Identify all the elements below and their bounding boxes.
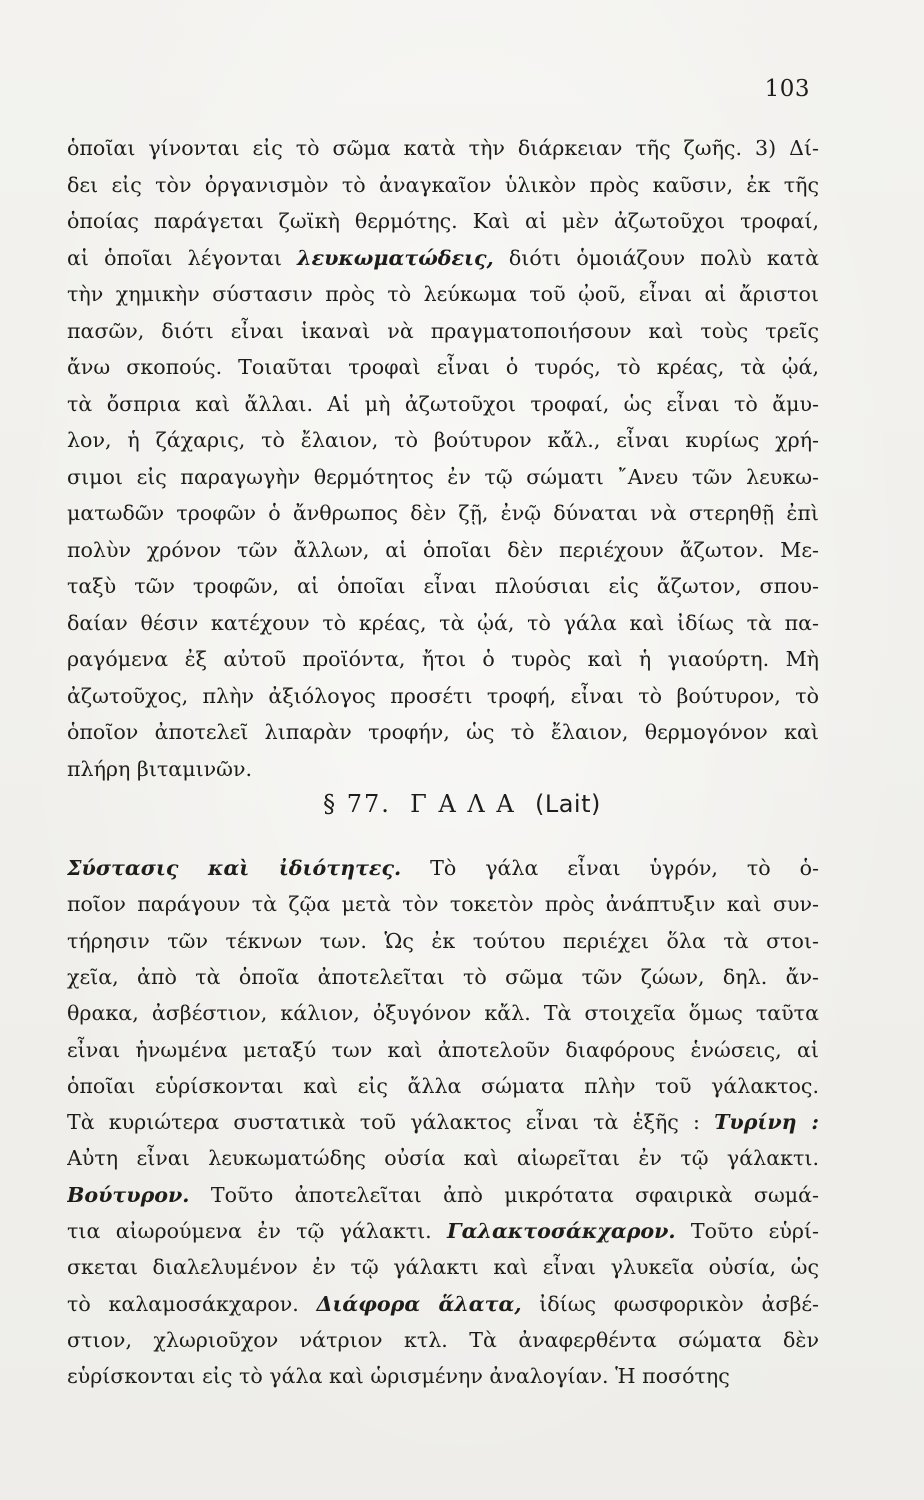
text-line: ματωδῶν τροφῶν ὁ ἄνθρωπος δὲν ζῇ, ἐνῷ δύναται νὰ στερηθῇ ἐπὶ: [67, 501, 819, 525]
emphasized-term: Τυρίνη :: [714, 1110, 819, 1135]
text-segment: Τοῦτο ἀποτελεῖται ἀπὸ μικρότατα σφαιρικὰ σωμά-: [189, 1182, 819, 1207]
text-line: σκεται διαλελυμένον ἐν τῷ γάλακτι καὶ εἶναι γλυκεῖα οὐσία, ὡς: [67, 1255, 819, 1280]
text-line: τὰ ὄσπρια καὶ ἄλλαι. Αἱ μὴ ἀζωτοῦχοι τροφαί, ὡς εἶναι τὸ ἄμυ-: [67, 391, 819, 416]
text-segment: διότι ὁμοιάζουν πολὺ κατὰ: [493, 245, 819, 270]
text-segment: Τὸ γάλα εἶναι ὑγρόν, τὸ ὁ-: [401, 856, 819, 880]
text-line: τήρησιν τῶν τέκνων των. Ὡς ἐκ τούτου περιέχει ὅλα τὰ στοι-: [67, 928, 819, 953]
text-line: [67, 850, 819, 886]
text-line: [67, 1286, 819, 1322]
text-segment: Τοῦτο εὑρί-: [675, 1219, 819, 1243]
text-line: ταξὺ τῶν τροφῶν, αἱ ὁποῖαι εἶναι πλούσιαι εἰς ἄζωτον, σπου-: [67, 574, 819, 598]
text-line: ραγόμενα ἐξ αὐτοῦ προϊόντα, ἤτοι ὁ τυρὸς καὶ ἡ γιαούρτη. Μὴ: [67, 647, 819, 671]
section-title-latin: (Lait): [534, 790, 601, 818]
text-line: πλήρη βιταμινῶν.: [67, 756, 253, 781]
text-line: πολὺν χρόνον τῶν ἄλλων, αἱ ὁποῖαι δὲν περιέχουν ἄζωτον. Με-: [67, 537, 819, 562]
emphasized-term: Βούτυρον.: [67, 1182, 190, 1207]
section-number: § 77.: [323, 790, 391, 818]
text-segment: Τὰ κυριώτερα συστατικὰ τοῦ γάλακτος εἶναι τὰ ἑξῆς :: [67, 1110, 715, 1135]
text-line: ὁποῖαι γίνονται εἰς τὸ σῶμα κατὰ τὴν διάρκειαν τῆς ζωῆς. 3) Δί-: [67, 136, 819, 160]
text-line: δει εἰς τὸν ὀργανισμὸν τὸ ἀναγκαῖον ὑλικὸν πρὸς καῦσιν, ἐκ τῆς: [67, 172, 819, 197]
page-number: 103: [764, 76, 810, 102]
text-line: στιον, χλωριοῦχον νάτριον κτλ. Τὰ ἀναφερθέντα σώματα δὲν: [67, 1327, 819, 1352]
section-title: Γ Α Λ Α: [410, 790, 516, 818]
text-line: λον, ἡ ζάχαρις, τὸ ἔλαιον, τὸ βούτυρον κἄλ., εἶναι κυρίως χρή-: [67, 428, 819, 452]
text-line: ἀζωτοῦχος, πλὴν ἀξιόλογος προσέτι τροφή, εἶναι τὸ βούτυρον, τὸ: [67, 683, 819, 708]
text-line: σιμοι εἰς παραγωγὴν θερμότητος ἐν τῷ σώματι ῎Ανευ τῶν λευκω-: [67, 464, 819, 489]
text-line: ποῖον παράγουν τὰ ζῷα μετὰ τὸν τοκετὸν πρὸς ἀνάπτυξιν καὶ συν-: [67, 892, 819, 917]
text-segment: αἱ ὁποῖαι λέγονται: [67, 245, 298, 270]
text-line: θρακα, ἀσβέστιον, κάλιον, ὀξυγόνον κἄλ. Τὰ στοιχεῖα ὅμως ταῦτα: [67, 1001, 819, 1026]
text-line: [67, 1104, 819, 1140]
text-line: ἄνω σκοπούς. Τοιαῦται τροφαὶ εἶναι ὁ τυρός, τὸ κρέας, τὰ ᾠά,: [67, 355, 819, 379]
text-line: εὑρίσκονται εἰς τὸ γάλα καὶ ὡρισμένην ἀναλογίαν. Ἡ ποσότης: [67, 1364, 730, 1389]
text-segment: τὸ καλαμοσάκχαρον.: [67, 1291, 317, 1316]
text-line: [67, 1177, 819, 1213]
text-line: πασῶν, διότι εἶναι ἱκαναὶ νὰ πραγματοποιήσουν καὶ τοὺς τρεῖς: [67, 318, 819, 343]
text-line: τὴν χημικὴν σύστασιν πρὸς τὸ λεύκωμα τοῦ ᾠοῦ, εἶναι αἱ ἄριστοι: [67, 282, 819, 306]
text-line: χεῖα, ἀπὸ τὰ ὁποῖα ἀποτελεῖται τὸ σῶμα τῶν ζώων, δηλ. ἄν-: [67, 964, 819, 989]
text-line: [67, 1213, 819, 1249]
text-line: δαίαν θέσιν κατέχουν τὸ κρέας, τὰ ᾠά, τὸ γάλα καὶ ἰδίως τὰ πα-: [67, 610, 819, 635]
text-line: Αὐτη εἶναι λευκωματώδης οὐσία καὶ αἰωρεῖται ἐν τῷ γάλακτι.: [67, 1146, 819, 1171]
text-line: ὁποῖαι εὑρίσκονται καὶ εἰς ἄλλα σώματα πλὴν τοῦ γάλακτος.: [67, 1073, 819, 1098]
text-segment: ἰδίως φωσφορικὸν ἀσβέ-: [521, 1291, 819, 1316]
text-line: εἶναι ἡνωμένα μεταξύ των καὶ ἀποτελοῦν διαφόρους ἑνώσεις, αἱ: [67, 1037, 819, 1062]
text-segment: τια αἰωρούμενα ἐν τῷ γάλακτι.: [67, 1219, 448, 1243]
text-line: ὁποίας παράγεται ζωϊκὴ θερμότης. Καὶ αἱ μὲν ἀζωτοῦχοι τροφαί,: [67, 209, 819, 233]
text-line: ὁποῖον ἀποτελεῖ λιπαρὰν τροφήν, ὡς τὸ ἔλαιον, θερμογόνον καὶ: [67, 720, 819, 744]
emphasized-term: Σύστασις καὶ ἰδιότητες.: [67, 856, 402, 880]
emphasized-term: Γαλακτοσάκχαρον.: [447, 1219, 676, 1243]
emphasized-term: Διάφορα ἅλατα,: [316, 1291, 522, 1316]
section-heading: [0, 790, 924, 818]
emphasized-term: λευκωματώδεις,: [297, 245, 494, 270]
text-line: [67, 240, 819, 276]
